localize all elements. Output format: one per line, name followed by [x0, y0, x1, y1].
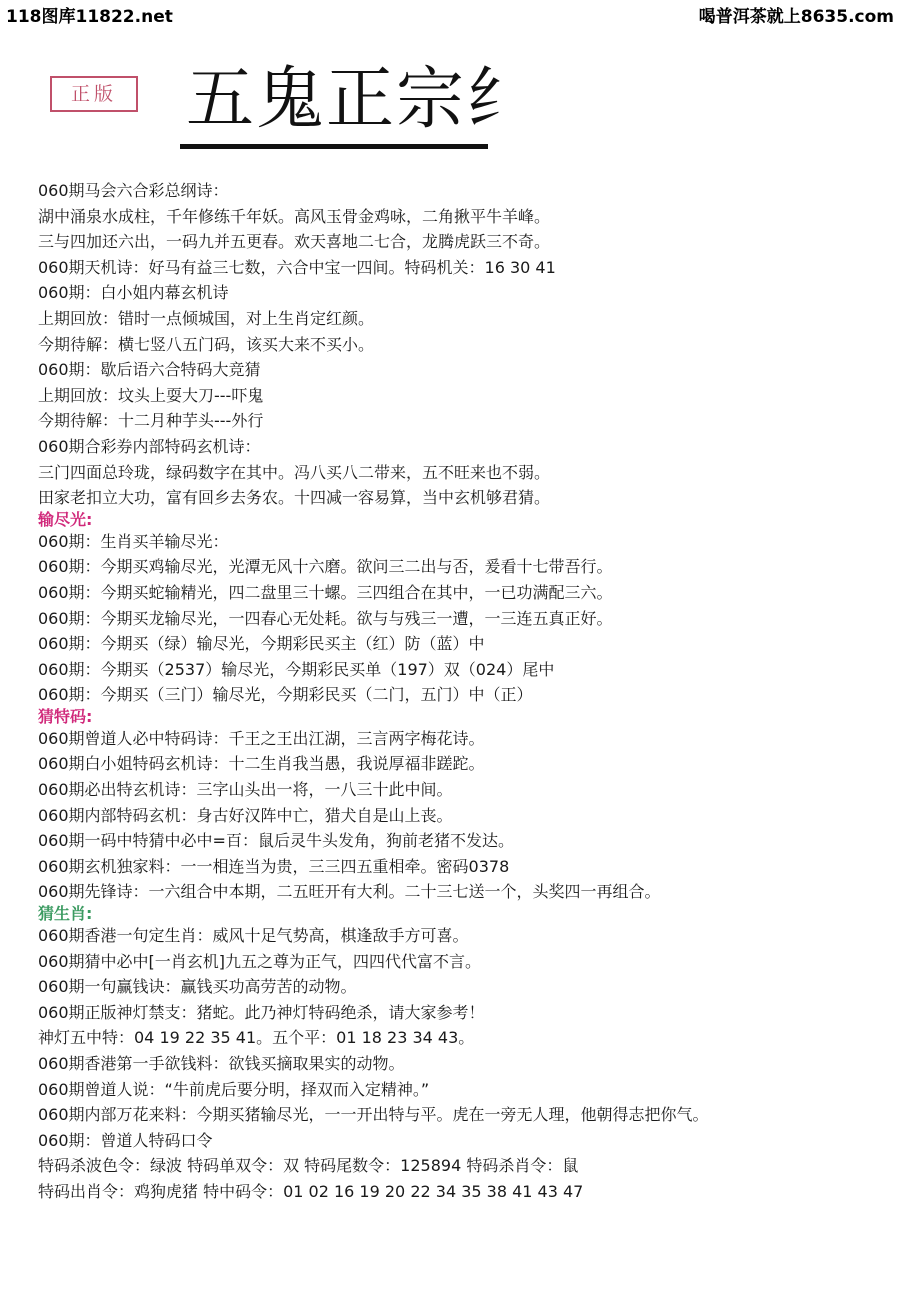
document-body [38, 178, 890, 1205]
section-heading-guess-code: 猜特码: [38, 706, 93, 726]
text-line: 060期：今期买龙输尽光，一四春心无处耗。欲与与残三一遭，一三连五真正好。 [38, 608, 613, 628]
text-line: 湖中涌泉水成柱，千年修练千年妖。高风玉骨金鸡咏，二角揪平牛羊峰。 [38, 206, 551, 226]
edition-badge: 正版 [50, 76, 138, 112]
site-watermark-right: 喝普洱茶就上8635.com [698, 7, 894, 27]
text-line: 今期待解：横七竖八五门码，该买大来不买小。 [38, 334, 375, 354]
section-heading-lose: 输尽光: [38, 509, 93, 529]
text-line: 060期天机诗：好马有益三七数，六合中宝一四间。特码机关：16 30 41 [38, 257, 556, 277]
text-line: 田家老扣立大功，富有回乡去务农。十四减一容易算，当中玄机够君猜。 [38, 488, 551, 508]
text-line: 神灯五中特：04 19 22 35 41。五个平：01 18 23 34 43。 [38, 1028, 475, 1048]
text-line: 三门四面总玲珑，绿码数字在其中。冯八买八二带来，五不旺来也不弱。 [38, 462, 551, 482]
text-line: 060期：今期买（绿）输尽光，今期彩民买主（红）防（蓝）中 [38, 634, 485, 654]
section-heading-guess-zodiac: 猜生肖: [38, 904, 93, 924]
text-line: 060期：今期买（三门）输尽光，今期彩民买（二门，五门）中（正） [38, 685, 533, 705]
text-line: 060期曾道人必中特码诗：千王之王出江湖，三言两字梅花诗。 [38, 728, 485, 748]
text-line: 060期一码中特猜中必中=百：鼠后灵牛头发角，狗前老猪不发达。 [38, 831, 514, 851]
text-line: 上期回放：错时一点倾城国，对上生肖定红颜。 [38, 308, 375, 328]
title-banner [186, 60, 537, 150]
text-line: 今期待解：十二月种芋头---外行 [38, 411, 264, 431]
text-line: 060期：生肖买羊输尽光： [38, 531, 229, 551]
title-underline [180, 144, 488, 149]
text-line: 三与四加还六出，一码九并五更春。欢天喜地二七合，龙腾虎跃三不奇。 [38, 232, 551, 252]
site-watermark-left: 118图库11822.net [6, 7, 173, 27]
text-line: 060期正版神灯禁支：猪蛇。此乃神灯特码绝杀，请大家参考！ [38, 1002, 485, 1022]
text-line: 060期内部特码玄机：身古好汉阵中亡，猎犬自是山上丧。 [38, 805, 453, 825]
poem-block-4 [38, 923, 890, 1205]
text-line: 060期：今期买鸡输尽光，光潭无风十六磨。欲问三二出与否，爰看十七带吾行。 [38, 557, 613, 577]
page-title: 五鬼正宗纟 [186, 60, 537, 139]
text-line: 上期回放：坟头上耍大刀---吓鬼 [38, 385, 264, 405]
text-line: 060期：歇后语六合特码大竞猜 [38, 360, 261, 380]
text-line: 060期一句赢钱诀：赢钱买功高劳苦的动物。 [38, 977, 357, 997]
text-line: 060期香港第一手欲钱料：欲钱买摘取果实的动物。 [38, 1054, 405, 1073]
poem-block-3 [38, 726, 890, 905]
text-line: 060期：今期买（2537）输尽光，今期彩民买单（197）双（024）尾中 [38, 659, 555, 679]
text-line: 060期玄机独家料：一一相连当为贵，三三四五重相牵。密码0378 [38, 856, 510, 876]
text-line: 060期马会六合彩总纲诗： [38, 181, 229, 200]
text-line: 特码杀波色令：绿波 特码单双令：双 特码尾数令：125894 特码杀肖令：鼠 [38, 1156, 579, 1176]
text-line: 060期香港一句定生肖：威风十足气势高，棋逢敌手方可喜。 [38, 926, 469, 946]
text-line: 060期：白小姐内幕玄机诗 [38, 283, 229, 303]
poem-block-2 [38, 529, 890, 708]
text-line: 060期猜中必中[一肖玄机]九五之尊为正气，四四代代富不言。 [38, 951, 482, 971]
text-line: 060期：今期买蛇输精光，四二盘里三十螺。三四组合在其中，一已功满配三六。 [38, 582, 613, 602]
text-line: 060期白小姐特码玄机诗：十二生肖我当愚，我说厚福非蹉跎。 [38, 754, 485, 774]
text-line: 060期合彩券内部特码玄机诗： [38, 436, 261, 456]
text-line: 060期必出特玄机诗：三字山头出一将，一八三十此中间。 [38, 780, 453, 800]
text-line: 060期先锋诗：一六组合中本期，二五旺开有大利。二十三七送一个，头奖四一再组合。 [38, 882, 661, 902]
text-line: 060期：曾道人特码口令 [38, 1130, 213, 1150]
text-line: 060期曾道人说：“牛前虎后要分明，择双而入定精神。” [38, 1079, 430, 1099]
poem-block-1 [38, 178, 890, 511]
text-line: 特码出肖令：鸡狗虎猪 特中码令：01 02 16 19 20 22 34 35 38 41 43 47 [38, 1181, 584, 1201]
text-line: 060期内部万花来料：今期买猪输尽光，一一开出特与平。虎在一旁无人理，他朝得志把你气。 [38, 1105, 709, 1125]
